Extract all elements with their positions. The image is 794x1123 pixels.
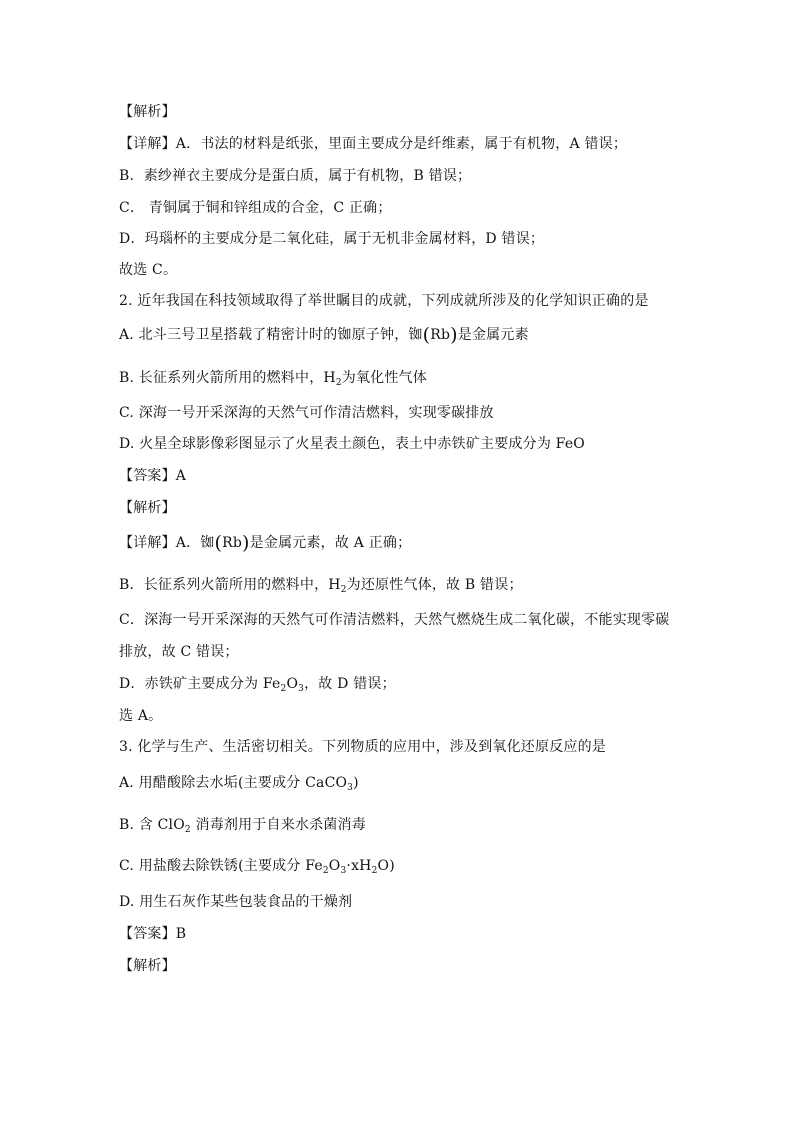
option-a-text: A. 北斗三号卫星搭载了精密计时的铷原子钟，铷	[119, 327, 423, 343]
o-symbol: O	[286, 676, 299, 692]
answer-q3: 【答案】B	[119, 926, 187, 942]
answer-q2: 【答案】A	[119, 468, 187, 484]
conclusion-q2: 选 A。	[119, 708, 163, 724]
xh-symbol: ·xH	[346, 858, 372, 874]
question-2-option-d: D. 火星全球影像彩图显示了火星表土颜色，表土中赤铁矿主要成分为 FeO	[119, 436, 585, 452]
question-3-stem: 3. 化学与生产、生活密切相关。下列物质的应用中，涉及到氧化还原反应的是	[119, 739, 607, 755]
detail-line-q1-c: C． 青铜属于铜和锌组成的合金，C 正确；	[119, 200, 392, 216]
option-b-tail: 为氧化性气体	[341, 370, 427, 386]
detail-line-q2-c-cont: 排放，故 C 错误；	[119, 644, 239, 660]
rb-symbol: Rb	[222, 535, 243, 551]
option-b-text: B. 含 ClO	[119, 817, 185, 833]
option-c-tail: O)	[377, 858, 395, 874]
paren-open: (	[214, 532, 223, 554]
detail-a-tail: 是金属元素，故 A 正确；	[249, 535, 412, 551]
question-3-option-c	[119, 856, 395, 876]
detail-line-q2-a	[119, 533, 411, 553]
question-2-stem: 2. 近年我国在科技领域取得了举世瞩目的成就，下列成就所涉及的化学知识正确的是	[119, 293, 649, 309]
option-c-text: C. 用盐酸去除铁锈(主要成分 Fe	[119, 858, 323, 874]
option-b-tail: 消毒剂用于自来水杀菌消毒	[190, 817, 366, 833]
paren-close: )	[450, 324, 458, 346]
option-a-tail: 是金属元素	[457, 327, 529, 343]
h2-subscript: 2	[335, 378, 342, 388]
analysis-heading-3: 【解析】	[119, 958, 176, 974]
fe2-subscript: 2	[280, 684, 287, 694]
question-3-option-a	[119, 773, 359, 793]
detail-line-q2-b	[119, 575, 523, 595]
clo2-subscript: 2	[184, 825, 191, 835]
detail-line-q2-d	[119, 674, 396, 694]
detail-line-q2-c: C．深海一号开采深海的天然气可作清洁燃料，天然气燃烧生成二氧化碳，不能实现零碳	[119, 612, 670, 628]
detail-line-q1-b: B．素纱禅衣主要成分是蛋白质，属于有机物，B 错误；	[119, 168, 472, 184]
paren-close: )	[242, 532, 250, 554]
paren-open: (	[422, 324, 431, 346]
question-2-option-b	[119, 368, 427, 388]
question-2-option-a	[119, 325, 529, 345]
detail-line-q1-d: D．玛瑙杯的主要成分是二氧化硅，属于无机非金属材料，D 错误；	[119, 231, 545, 247]
conclusion-q1: 故选 C。	[119, 262, 178, 278]
question-3-option-b	[119, 815, 366, 835]
h2-subscript: 2	[371, 866, 378, 876]
fe2-subscript: 2	[322, 866, 329, 876]
question-3-option-d: D. 用生石灰作某些包装食品的干燥剂	[119, 894, 353, 910]
o3-subscript: 3	[340, 866, 347, 876]
rb-symbol: Rb	[430, 327, 451, 343]
detail-b-tail: 为还原性气体，故 B 错误；	[346, 577, 523, 593]
detail-b-text: B．长征系列火箭所用的燃料中，	[119, 577, 329, 593]
question-2-option-c: C. 深海一号开采深海的天然气可作清洁燃料，实现零碳排放	[119, 405, 494, 421]
option-b-text: B. 长征系列火箭所用的燃料中，	[119, 370, 324, 386]
h2-subscript: 2	[340, 585, 347, 595]
analysis-heading-1: 【解析】	[119, 104, 176, 120]
option-a-tail: )	[353, 775, 359, 791]
h2-symbol: H	[328, 577, 341, 593]
h2-symbol: H	[323, 370, 336, 386]
option-a-text: A. 用醋酸除去水垢(主要成分 CaCO	[119, 775, 348, 791]
o-symbol: O	[328, 858, 341, 874]
detail-d-tail: ，故 D 错误；	[304, 676, 396, 692]
caco3-subscript: 3	[347, 783, 354, 793]
detail-d-text: D．赤铁矿主要成分为 Fe	[119, 676, 281, 692]
analysis-heading-2: 【解析】	[119, 500, 176, 516]
detail-line-q1-a: 【详解】A．书法的材料是纸张，里面主要成分是纤维素，属于有机物，A 错误；	[119, 136, 628, 152]
o3-subscript: 3	[298, 684, 305, 694]
detail-a-text: 【详解】A．铷	[119, 535, 215, 551]
